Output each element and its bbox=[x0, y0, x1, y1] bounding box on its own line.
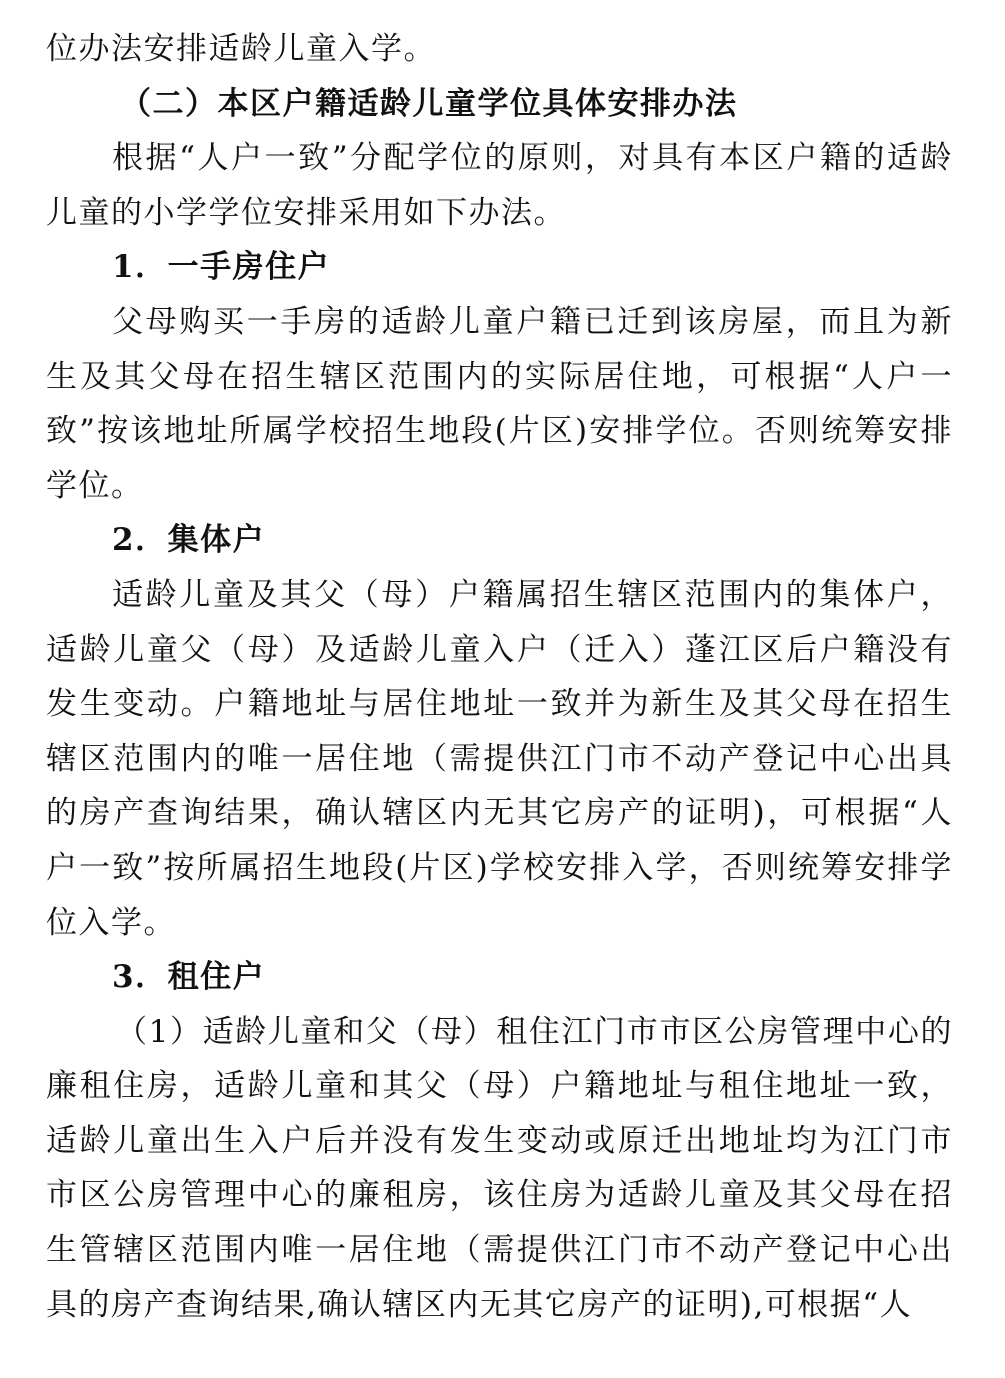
item-heading-first-hand-housing: 1．一手房住户 bbox=[112, 249, 331, 286]
item-text-collective-household: 适龄儿童及其父（母）户籍属招生辖区范围内的集体户，适龄儿童父（母）及适龄儿童入户（迁入）蓬江区后户籍没有发生变动。户籍地址与居住地址一致并为新生及其父母在招生辖区范围内的唯一居住地（需提供江门市不动产登记中心出具的房产查询结果，确认辖区内无其它房产的证明)，可根据“人户一致”按所属招生地段(片区)学校安排入学，否则统筹安排学位入学。 bbox=[46, 576, 953, 941]
item-text-first-hand-housing: 父母购买一手房的适龄儿童户籍已迁到该房屋，而且为新生及其父母在招生辖区范围内的实际居住地，可根据“人户一致”按该地址所属学校招生地段(片区)安排学位。否则统筹安排学位。 bbox=[46, 303, 953, 504]
section-heading: （二）本区户籍适龄儿童学位具体安排办法 bbox=[120, 85, 738, 122]
item-text-renters: （1）适龄儿童和父（母）租住江门市市区公房管理中心的廉租住房，适龄儿童和其父（母）户籍地址与租住地址一致，适龄儿童出生入户后并没有发生变动或原迁出地址均为江门市市区公房管理中心的廉租房，该住房为适龄儿童及其父母在招生管辖区范围内唯一居住地（需提供江门市不动产登记中心出具的房产查询结果,确认辖区内无其它房产的证明),可根据“人 bbox=[46, 1013, 953, 1323]
section-intro-paragraph: 根据“人户一致”分配学位的原则，对具有本区户籍的适龄儿童的小学学位安排采用如下办法。 bbox=[46, 140, 953, 231]
item-heading-collective-household: 2．集体户 bbox=[112, 522, 266, 559]
intro-tail-paragraph: 位办法安排适龄儿童入学。 bbox=[46, 31, 436, 67]
item-heading-renters: 3．租住户 bbox=[112, 959, 266, 996]
